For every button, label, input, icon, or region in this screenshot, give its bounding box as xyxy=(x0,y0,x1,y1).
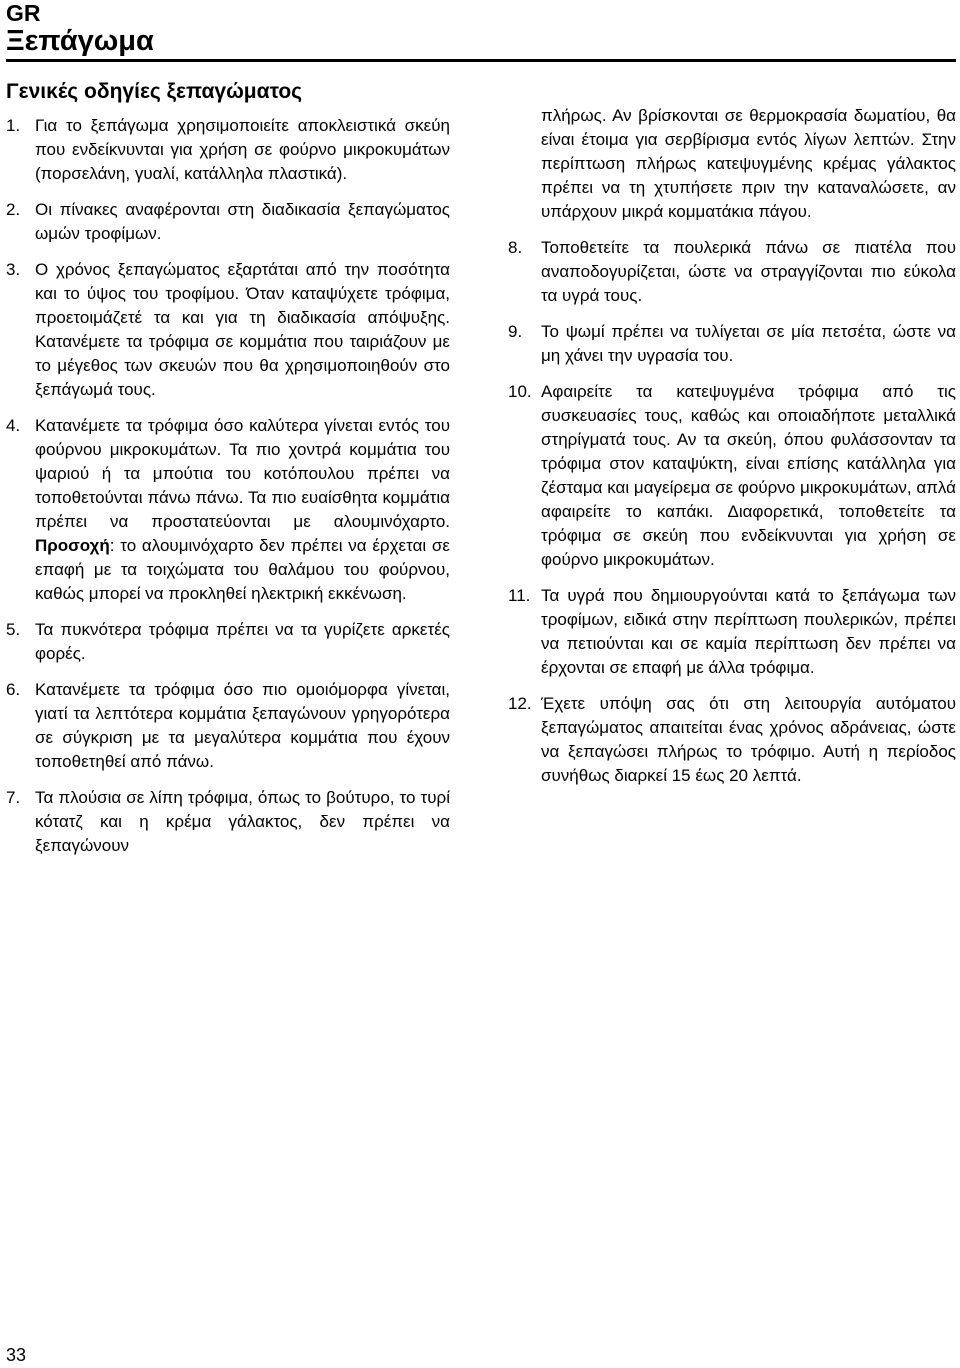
item-number: 11. xyxy=(508,586,531,605)
list-item xyxy=(6,414,450,606)
right-column xyxy=(508,104,956,788)
list-item xyxy=(508,236,956,308)
page-title: Ξεπάγωμα xyxy=(6,25,154,57)
item-text: Κατανέμετε τα τρόφιμα όσο πιο ομοιόμορφα γίνεται, γιατί τα λεπτότερα κομμάτια ξεπαγώνουν γρηγορότερα σε σύγκριση με τα μεγαλύτερα κομμάτια που έχουν τοποθετηθεί από πάνω. xyxy=(35,680,450,771)
item-text: Τα πυκνότερα τρόφιμα πρέπει να τα γυρίζετε αρκετές φορές. xyxy=(35,620,450,663)
section-heading: Γενικές οδηγίες ξεπαγώματος xyxy=(6,80,303,103)
list-item xyxy=(508,584,956,680)
list-item xyxy=(6,114,450,186)
list-item xyxy=(6,618,450,666)
list-item xyxy=(6,198,450,246)
page-number: 33 xyxy=(6,1345,27,1365)
item-number: 2. xyxy=(6,200,21,219)
item-number: 4. xyxy=(6,416,21,435)
item-text xyxy=(35,414,450,606)
warning-label: Προσοχή xyxy=(35,536,110,555)
item-text-part: Κατανέμετε τα τρόφιμα όσο καλύτερα γίνεται εντός του φούρνου μικροκυμάτων. Τα πιο χοντρά κομμάτια του ψαριού ή τα μπούτια του κοτόπουλου πρέπει να τοποθετούνται πάνω πάνω. Τα πιο ευαίσθητα κομμάτια πρέπει να προστατεύονται με αλουμινόχαρτο. xyxy=(35,416,450,531)
list-item xyxy=(6,678,450,774)
title-rule xyxy=(6,59,956,62)
item-number: 9. xyxy=(508,322,523,341)
item-number: 12. xyxy=(508,694,532,713)
item-text: Αφαιρείτε τα κατεψυγμένα τρόφιμα από τις συσκευασίες τους, καθώς και οποιαδήποτε μεταλλικά στηρίγματά τους. Αν τα σκεύη, όπου φυλάσσονταν τα τρόφιμα στον καταψύκτη, είναι επίσης κατάλληλα για ζέσταμα και μαγείρεμα σε φούρνο μικροκυμάτων, απλά αφαιρείτε το καπάκι. Διαφορετικά, τοποθετείτε τα τρόφιμα σε σκεύη που ενδείκνυνται για χρήση σε φούρνο μικροκυμάτων. xyxy=(541,382,956,569)
list-item xyxy=(6,258,450,402)
list-item xyxy=(508,320,956,368)
list-item xyxy=(508,692,956,788)
left-column xyxy=(6,114,450,858)
item-number: 1. xyxy=(6,116,21,135)
list-item xyxy=(6,786,450,858)
item-text: Έχετε υπόψη σας ότι στη λειτουργία αυτόματου ξεπαγώματος απαιτείται ένας χρόνος αδράνειας, ώστε να ξεπαγώσει πλήρως το τρόφιμο. Αυτή η περίοδος συνήθως διαρκεί 15 έως 20 λεπτά. xyxy=(541,694,956,785)
item-continuation: πλήρως. Αν βρίσκονται σε θερμοκρασία δωματίου, θα είναι έτοιμα για σερβίρισμα εντός λίγων λεπτών. Στην περίπτωση πλήρως κατεψυγμένης κρέμας γάλακτος πρέπει να τη χτυπήσετε πριν την καταναλώσετε, αν υπάρχουν μικρά κομματάκια πάγου. xyxy=(541,106,956,221)
item-number: 6. xyxy=(6,680,21,699)
item-number: 8. xyxy=(508,238,523,257)
item-number: 5. xyxy=(6,620,21,639)
item-text: Ο χρόνος ξεπαγώματος εξαρτάται από την ποσότητα και το ύψος του τροφίμου. Όταν καταψύχετε τρόφιμα, προετοιμάζετέ τα και για τη διαδικασία απόψυξης. Κατανέμετε τα τρόφιμα σε κομμάτια που ταιριάζουν με το μέγεθος των σκευών που θα χρησιμοποιηθούν στο ξεπάγωμά τους. xyxy=(35,260,450,399)
item-text: Τα υγρά που δημιουργούνται κατά το ξεπάγωμα των τροφίμων, ειδικά στην περίπτωση πουλερικών, πρέπει να πετιούνται και σε καμία περίπτωση δεν πρέπει να έρχονται σε επαφή με άλλα τρόφιμα. xyxy=(541,586,956,677)
item-text: Για το ξεπάγωμα χρησιμοποιείτε αποκλειστικά σκεύη που ενδείκνυνται για χρήση σε φούρνο μικροκυμάτων (πορσελάνη, γυαλί, κατάλληλα πλαστικά). xyxy=(35,116,450,183)
item-number: 3. xyxy=(6,260,21,279)
item-text: Τοποθετείτε τα πουλερικά πάνω σε πιατέλα που αναποδογυρίζεται, ώστε να στραγγίζονται πιο εύκολα τα υγρά τους. xyxy=(541,238,956,305)
item-text: Το ψωμί πρέπει να τυλίγεται σε μία πετσέτα, ώστε να μη χάνει την υγρασία του. xyxy=(541,322,956,365)
item-number: 7. xyxy=(6,788,21,807)
list-item xyxy=(508,380,956,572)
language-tag: GR xyxy=(6,0,41,26)
item-text: Οι πίνακες αναφέρονται στη διαδικασία ξεπαγώματος ωμών τροφίμων. xyxy=(35,200,450,243)
item-text-part: : το αλουμινόχαρτο δεν πρέπει να έρχεται σε επαφή με τα τοιχώματα του θαλάμου του φούρνου, καθώς μπορεί να προκληθεί ηλεκτρική εκκένωση. xyxy=(35,536,450,603)
item-text: Τα πλούσια σε λίπη τρόφιμα, όπως το βούτυρο, το τυρί κότατζ και η κρέμα γάλακτος, δεν πρέπει να ξεπαγώνουν xyxy=(35,788,450,855)
item-number: 10. xyxy=(508,382,532,401)
